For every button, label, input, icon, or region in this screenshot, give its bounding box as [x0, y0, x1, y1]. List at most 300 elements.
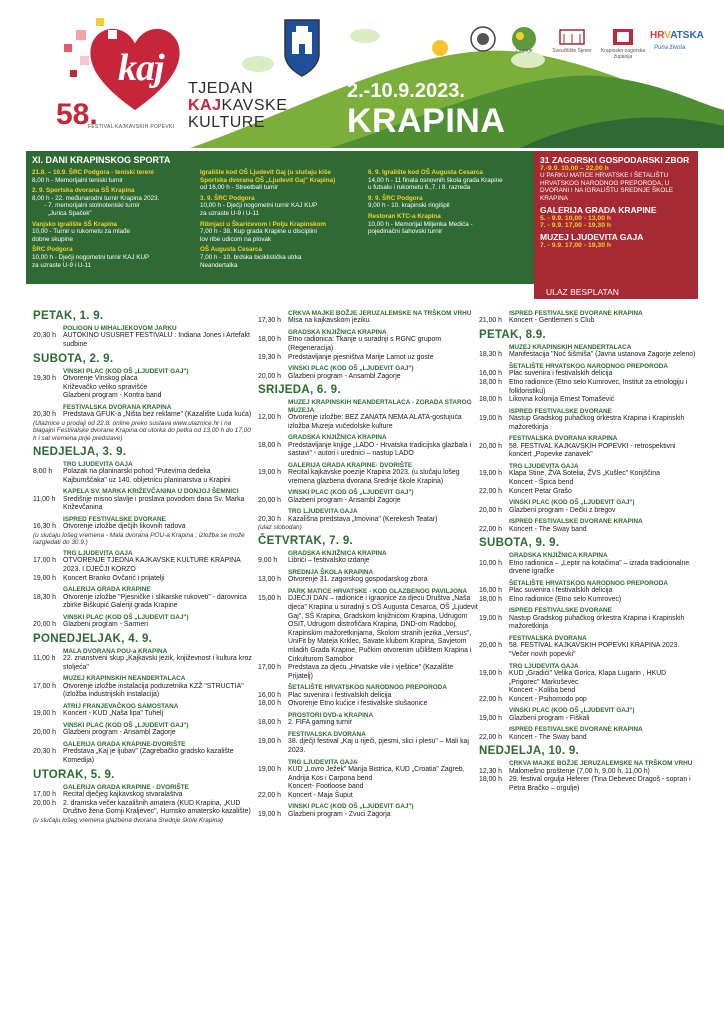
- venue-heading: GALERIJA GRADA KRAPINE- DVORIŠTE: [288, 461, 413, 469]
- event-row: [258, 557, 478, 566]
- pixel-square: [64, 44, 72, 52]
- event-time: 11,00 h: [33, 495, 56, 503]
- venue-heading: PARK MATICE HRVATSKE - KOD GLAZBENOG PAVILJONA: [288, 587, 468, 595]
- event-time: 22,00 h: [479, 487, 502, 495]
- event-time: 20,00 h: [258, 496, 281, 504]
- event-row: [33, 468, 253, 485]
- event-time: 10,00 h: [479, 559, 502, 567]
- event-row: [33, 683, 253, 700]
- event-time: 13,00 h: [258, 576, 281, 584]
- event-text: Otvorenje izložbe instalacija poduzetnika KZŽ "STRUCTIA" (izložba industrijskih instalacija): [63, 682, 244, 699]
- venue-heading: TRG LJUDEVITA GAJA: [288, 508, 358, 516]
- event-time: 19,00 h: [258, 765, 281, 773]
- programme-column-2: [258, 307, 478, 819]
- event-text: 2. dramska večer kazališnih amatera (KUD Krapina, „KUD Društvo žena Gornji Kraljevec", Humsko amatersko kazalište): [63, 799, 251, 816]
- event-row: [33, 791, 253, 800]
- sport-title: XI. DANI KRAPINSKOG SPORTA: [32, 155, 171, 165]
- venue-heading: VINSKI PLAC (KOD OŠ „LJUDEVIT GAJ"): [63, 721, 189, 729]
- event-time: 18,30 h: [33, 593, 56, 601]
- venue-heading: TRG LJUDEVITA GAJA: [63, 460, 133, 468]
- event-text: 38. dječji festival „Kaj u riječi, pjesmi, slici i plesu" – Mali kaj 2023.: [288, 738, 469, 754]
- poster-header: [0, 0, 724, 148]
- event-text: Otvorenje Vinskog placa Križevačko veliko spravišće Glazbeni program - Kontra band: [63, 375, 162, 400]
- event-row: [33, 748, 253, 765]
- sport-venue: 6. 9. Igralište kod OŠ Augusta Cesarca: [368, 169, 483, 176]
- university-logo-icon: [556, 26, 588, 48]
- hrvatska-v: V: [664, 30, 671, 41]
- event-text: Otvorenje 31. zagorskog gospodarskog zbora: [288, 576, 428, 584]
- venue-heading: ISPRED FESTIVALSKE DVORANE KRAPINA: [509, 726, 643, 734]
- tjedan-line-1: TJEDAN: [188, 80, 254, 97]
- event-row: [479, 670, 697, 696]
- event-text: Glazbeni program - Dečki z bregov: [509, 506, 616, 514]
- hrvatska-slogan: Puna života: [654, 45, 686, 51]
- event-text: Predstava za djecu „Hrvatske vile i vještice" (Kazalište Prijatelj): [288, 664, 454, 680]
- event-time: 20,00 h: [33, 729, 56, 737]
- venue-heading: GALERIJA GRADA KRAPINE-DVORIŠTE: [63, 740, 186, 748]
- venue-heading: CRKVA MAJKE BOŽJE JERUZALEMSKE NA TRŠKOM VRHU: [509, 760, 693, 768]
- free-entry-banner: ULAZ BESPLATAN: [534, 284, 698, 299]
- event-row: [258, 442, 478, 459]
- venue-heading: VINSKI PLAC (KOD OŠ „LJUDEVIT GAJ"): [288, 489, 414, 497]
- day-heading: NEDJELJA, 10. 9.: [479, 745, 580, 758]
- event-time: 18,00 h: [258, 336, 281, 344]
- venue-heading: MUZEJ KRAPINSKIH NEANDERTALACA - ZGRADA STAROG MUZEJA: [288, 399, 472, 414]
- sport-venue: OŠ Augusta Cesarca: [200, 246, 263, 254]
- event-row: [258, 664, 478, 681]
- sport-event: 8,00 h - Memorijalni teniski turnir: [32, 176, 123, 184]
- sport-event: 10,00 h - Dječji nogometni turnir KAJ KUP za uzraste U-9 i U-11: [32, 253, 150, 269]
- event-time: 17,00 h: [33, 682, 56, 690]
- venue-heading: GRADSKA KNJIŽNICA KRAPINA: [288, 434, 387, 442]
- event-row: [479, 560, 697, 577]
- event-time: 19,00 h: [479, 470, 502, 478]
- event-row: [258, 692, 478, 701]
- venue-heading: GRADSKA KNJIŽNICA KRAPINA: [288, 549, 387, 557]
- venue-heading: FESTIVALSKA DVORANA KRAPINA: [63, 403, 172, 411]
- venue-heading: ISPRED FESTIVALSKE DVORANE: [509, 607, 612, 615]
- event-row: [258, 516, 478, 525]
- event-row: [33, 729, 253, 738]
- event-text: Koncert - KUD „Naša lipa" Tuhelj: [63, 710, 164, 718]
- event-time: 22,00 h: [479, 733, 502, 741]
- venue-heading: ISPRED FESTIVALSKE DVORANE KRAPINA: [509, 310, 643, 317]
- event-text: Predstavljanje pjesništva Marije Lamot uz goste: [288, 353, 434, 361]
- venue-heading: GRADSKA KNJIŽNICA KRAPINA: [509, 552, 608, 560]
- zbor-dates: 7.-9.9. 10,00 – 22,00 h: [540, 165, 609, 172]
- event-time: 16,30 h: [33, 523, 56, 531]
- sport-days-box: [26, 151, 534, 284]
- event-row: [258, 469, 478, 486]
- event-row: [33, 575, 253, 584]
- event-row: [258, 336, 478, 353]
- sport-event: 9,00 h - 10. krapinski ringišpil: [368, 202, 450, 210]
- event-row: [258, 497, 478, 506]
- event-row: [258, 373, 478, 382]
- venue-heading: GALERIJA GRADA KRAPINE - DVORIŠTE: [63, 783, 189, 791]
- zagorje-logo-label: Zagorje: [515, 48, 533, 54]
- event-time: 19,00 h: [258, 810, 281, 818]
- venue-heading: PROSTORI DVD-a KRAPINA: [288, 711, 374, 719]
- event-time: 19,00 h: [479, 669, 502, 677]
- event-row: [479, 587, 697, 596]
- day-heading: PETAK, 1. 9.: [33, 310, 104, 322]
- sport-column-1: [32, 169, 194, 269]
- event-text: Koncert - The Sway band: [509, 525, 587, 533]
- event-row: [479, 351, 697, 360]
- day-heading: SUBOTA, 9. 9.: [479, 537, 560, 550]
- event-row: [33, 496, 253, 513]
- event-row: [33, 621, 253, 630]
- event-text: Plac suvenira i festivalskih delicija: [509, 370, 613, 378]
- event-text: Koncert - Psihomodo pop: [509, 695, 587, 703]
- sport-column-2: [200, 169, 372, 269]
- county-logo-label: Krapinsko-zagorska županija: [600, 48, 646, 60]
- event-time: 22,00 h: [258, 791, 281, 799]
- event-time: 18,00 h: [258, 719, 281, 727]
- event-row: [258, 595, 478, 664]
- muzej-title: MUZEJ LJUDEVITA GAJA: [540, 232, 644, 242]
- venue-heading: KAPELA SV. MARKA KRIŽEVČANINA U DONJOJ ŠEMNICI: [63, 488, 239, 496]
- sport-event: 10,00 h - Memorijal Miljenka Medića - pojedinačni šahovski turnir: [368, 220, 473, 236]
- event-row: [479, 615, 697, 632]
- event-text: Recital kajkavske poezije Krapina 2023. (u slučaju lošeg vremena glazbena dvorana Srednje škole Krapina): [288, 469, 460, 485]
- venue-heading: TRG LJUDEVITA GAJA: [288, 758, 358, 766]
- event-row: [258, 317, 478, 326]
- event-text: Misa na kajkavskom jeziku: [288, 317, 370, 325]
- day-heading: ČETVRTAK, 7. 9.: [258, 534, 354, 547]
- day-heading: PETAK, 8.9.: [479, 329, 546, 341]
- event-text: 58. FESTIVAL KAJKAVSKIH POPEVKI KRAPINA 2023. "Večer novih popevki": [509, 642, 680, 658]
- zbor-title: 31 ZAGORSKI GOSPODARSKI ZBOR: [540, 155, 690, 165]
- day-heading: NEDJELJA, 3. 9.: [33, 445, 127, 458]
- event-text: Koncert Branko Ovčarić i prijatelji: [63, 574, 165, 582]
- tjedan-kavske: KAVSKE: [221, 97, 288, 114]
- zbor-location: U PARKU MATICE HRVATSKE I ŠETALIŠTU HRVATSKOG NARODNOG PREPORODA, U DVORANI I NA IGRALIŠTU SREDNJE ŠKOLE KRAPINA: [540, 172, 674, 202]
- event-row: [479, 734, 697, 743]
- event-row: [33, 594, 253, 611]
- event-row: [33, 375, 253, 401]
- event-time: 20,30 h: [33, 411, 56, 419]
- event-text: KUD „Gradići" Velika Gorica, Klapa Lugarin , HKUD „Prigorec" Markuševec Koncert - Koliba bend: [509, 669, 667, 695]
- gospodarski-zbor-box: [534, 151, 698, 284]
- event-text: Koncert - The Sway band: [509, 733, 587, 741]
- event-time: 20,30 h: [258, 515, 281, 523]
- event-time: 17,00 h: [258, 664, 281, 672]
- galerija-hours-1: 5. - 9.9. 10,00 - 13,00 h: [540, 215, 612, 222]
- event-time: 20,00 h: [33, 799, 56, 807]
- sport-venue: ŠRC Podgora: [32, 246, 73, 254]
- sport-event: 14,00 h - 11 finala osnovnih škola grada Krapine u futsalu i rukometu 6.,7. i 8. razreda: [368, 176, 503, 192]
- event-row: [258, 738, 478, 755]
- event-row: [479, 415, 697, 432]
- event-row: [479, 370, 697, 379]
- festival-number: 58.: [56, 98, 98, 131]
- event-row: [258, 719, 478, 728]
- sport-event: 10,00 h - Dječji nogometni turnir KAJ KUP za uzraste U-9 i U-11: [200, 202, 318, 217]
- event-row: [479, 443, 697, 460]
- event-time: 20,30 h: [33, 748, 56, 756]
- venue-heading: FESTIVALSKA DVORANA: [509, 634, 587, 642]
- event-row: [479, 470, 697, 487]
- event-text: Glazbeni program - Ansambl Zagorje: [288, 372, 401, 380]
- event-time: 20,00 h: [33, 621, 56, 629]
- muzej-hours: 7. - 9.9. 17,00 - 19,30 h: [540, 242, 612, 249]
- event-text: Glazbeni program - Zvuci Zagorja: [288, 810, 391, 818]
- event-time: 21,00 h: [479, 317, 502, 325]
- venue-heading: POLIGON U MIHALJEKOVOM JARKU: [63, 325, 177, 332]
- event-row: [479, 396, 697, 405]
- sport-venue: Restoran KTC-a Krapina: [368, 212, 441, 220]
- event-time: 19,30 h: [258, 353, 281, 361]
- day-heading: SRIJEDA, 6. 9.: [258, 384, 341, 397]
- event-row: [33, 655, 253, 672]
- event-text: Etno radionica: Tkanje u suradnji s RGNC grupom (Regeneracija): [288, 336, 442, 352]
- event-time: 16,00 h: [479, 370, 502, 378]
- event-text: Koncert - Gentlemen´s Club: [509, 317, 595, 325]
- event-text: Središnje misno slavlje i proslava povodom dana Sv. Marka Križevčanina: [63, 495, 245, 512]
- sport-event: od 16,00 h - Streetball turnir: [200, 184, 279, 192]
- venue-heading: VINSKI PLAC (KOD OŠ „LJUDEVIT GAJ"): [63, 613, 189, 621]
- event-text: Malomešno proštenje (7,00 h, 9,00 h, 11,00 h): [509, 767, 650, 775]
- event-time: 18,00 h: [258, 441, 281, 449]
- tjedan-line-3: KULTURE: [188, 114, 265, 131]
- event-text: 2. FIFA gaming turnir: [288, 719, 352, 727]
- event-row: [479, 317, 697, 326]
- event-text: Klapa Stine, ŽVA Sotelia, ŽVS „Kušlec" Konjščina Koncert - Špica bend: [509, 470, 660, 486]
- event-time: 17,00 h: [33, 557, 56, 565]
- event-time: 15,00 h: [258, 595, 281, 603]
- event-text: Glazbeni program - Šarmeri: [63, 621, 149, 629]
- event-text: OTVORENJE TJEDNA KAJKAVSKE KULTURE KRAPINA 2023. I DJEČJI KORZO: [63, 557, 241, 573]
- event-row: [33, 557, 253, 574]
- event-row: [258, 576, 478, 585]
- event-row: [479, 768, 697, 777]
- sport-event: 8,00 h - 22. međunarodni turnir Krapina 2023. - 7. memorijalni stolnoteniski turnir „Jurica Spaček": [32, 194, 160, 217]
- event-text: Glazbeni program - Fiškali: [509, 714, 590, 722]
- venue-heading: ŠETALIŠTE HRVATSKOG NARODNOG PREPORODA: [509, 363, 668, 370]
- event-row: [33, 800, 253, 817]
- event-time: 18,00 h: [479, 379, 502, 386]
- event-text: Otvorenje izložbe: BEZ ZANATA NEMA ALATA-gostujuća izložba Muzeja vučedolske kulture: [288, 414, 462, 430]
- event-text: Plac suvenira i festivalskih delicija: [509, 587, 613, 595]
- event-row: [33, 710, 253, 719]
- programme-column-1: [33, 307, 253, 824]
- venue-heading: TRG LJUDEVITA GAJA: [509, 662, 579, 670]
- pixel-square: [108, 30, 117, 39]
- sport-venue: Vanjsko igralište SŠ Krapina: [32, 220, 118, 228]
- event-text: Koncert Petar Grašo: [509, 487, 572, 495]
- tjedan-line-2: [188, 97, 287, 114]
- event-text: Nastup Gradskog puhačkog orkestra Krapina i Krapinskih mažoretkinja: [509, 415, 685, 431]
- event-row: [258, 700, 478, 709]
- event-time: 19,00 h: [258, 469, 281, 477]
- event-time: 20,00 h: [479, 642, 502, 650]
- pixel-square: [70, 70, 77, 77]
- event-time: 16,00 h: [479, 587, 502, 595]
- event-row: [258, 354, 478, 363]
- festival-small-label: FESTIVAL KAJKAVSKIH POPEVKI: [88, 124, 175, 130]
- hrvatska-h: HR: [650, 30, 665, 41]
- event-row: [258, 766, 478, 792]
- hrvatska-rest: ATSKA: [670, 30, 704, 41]
- event-text: Polazak na planinarski pohod "Putevima dedeka Kajbumščaka" uz 140. obljetnicu planinarstva u Krapini: [63, 467, 231, 484]
- event-note: (ulaz slobodan): [258, 524, 302, 532]
- venue-heading: ISPRED FESTIVALSKE DVORANE: [509, 407, 612, 415]
- event-time: 18,00 h: [479, 776, 502, 784]
- event-row: [479, 526, 697, 535]
- county-logo-icon: [608, 26, 638, 48]
- event-text: Etno radionice (Etno selo Kumrovec, Institut za etnologiju i folkloristiku): [509, 379, 688, 395]
- event-time: 18,30 h: [479, 351, 502, 359]
- venue-heading: VINSKI PLAC (KOD OŠ „LJUDEVIT GAJ"): [288, 803, 414, 811]
- event-time: 9,00 h: [258, 557, 278, 565]
- event-note: (Ulaznice u prodaji od 22.8. online preko sustava www.ulaznice.hr i na blagajni Festivalske dvorane Krapina od utorka do petka od 13,00 h do 17,00 h i sat vremena prije predstave): [33, 419, 251, 442]
- venue-heading: MUZEJ KRAPINSKIH NEANDERTALACA: [63, 675, 186, 683]
- event-time: 19,00 h: [479, 714, 502, 722]
- sport-venue: 2. 9. Sportska dvorana SŠ Krapina: [32, 187, 135, 195]
- event-text: Etno radionica – „Leptir na kotačima" – izrada tradicionalne drvene igračke: [509, 559, 690, 576]
- event-text: Likovna kolonija Ernest Tomašević: [509, 396, 615, 404]
- event-row: [33, 411, 253, 420]
- event-time: 12,30 h: [479, 767, 502, 775]
- dates-text: 2.-10.9.2023.: [347, 80, 465, 102]
- event-time: 19,00 h: [479, 415, 502, 423]
- venue-heading: GRADSKA KNJIŽNICA KRAPINA: [288, 329, 387, 336]
- event-text: Predstavljanje knjige „LADO - Hrvatska tradicijska glazbala i sastavi" - autori i urednici – nastup LADO: [288, 441, 472, 458]
- event-time: 18,00 h: [479, 595, 502, 603]
- event-row: [479, 596, 697, 605]
- tjedan-title: [188, 80, 287, 131]
- venue-heading: VINSKI PLAC (KOD OŠ „LJUDEVIT GAJ"): [509, 707, 635, 715]
- event-text: Manifestacija "Noć šišmiša" (Javna ustanova Zagorje zeleno): [509, 351, 696, 359]
- event-text: Predstava „Kaj je ljubav" (Zagrebačko gradsko kazalište Komedija): [63, 748, 234, 764]
- venue-heading: ATRIJ FRANJEVAČKOG SAMOSTANA: [63, 702, 179, 710]
- day-heading: UTORAK, 5. 9.: [33, 768, 115, 781]
- event-time: 19,00 h: [479, 614, 502, 622]
- event-row: [479, 507, 697, 516]
- university-logo-label: Sveučilište Sjever: [552, 48, 592, 54]
- venue-heading: MUZEJ KRAPINSKIH NEANDERTALACA: [509, 344, 632, 351]
- event-text: Etno radionice (Etno selo Kumrovec): [509, 595, 622, 603]
- event-row: [33, 523, 253, 532]
- event-row: [479, 642, 697, 659]
- event-time: 17,30 h: [258, 317, 281, 325]
- event-text: Koncert - Maja Šuput: [288, 791, 353, 799]
- event-text: 29. festival orgulja Heferer (Tina Debevec Dragoš - sopran i Petra Bračko – orgulje): [509, 776, 691, 792]
- sport-venue: 21.8. – 10.9. ŠRC Podgora - teniski tereni: [32, 169, 154, 176]
- sport-venue: 3. 9. ŠRC Podgora: [200, 194, 255, 202]
- event-time: 18,00 h: [258, 700, 281, 708]
- event-row: [479, 379, 697, 396]
- day-heading: PONEDJELJAK, 4. 9.: [33, 632, 153, 645]
- event-note: (u slučaju lošeg vremena - Mala dvorana POU-a Krapina ; izložba se može razgledati do 30.9.): [33, 531, 245, 547]
- sport-venue: Ribnjaci u Škarićevom i Polju Krapinskom: [200, 220, 326, 228]
- sport-venue: 9. 9. ŠRC Podgora: [368, 194, 423, 202]
- event-time: 18,00 h: [479, 396, 502, 404]
- event-row: [258, 414, 478, 431]
- event-text: Otvorenje izložbe "Pjesničke i slikarske rukoveti" - darovnica zbirke Biškupić Galeriji grada Krapine: [63, 593, 247, 610]
- event-note: (u slučaju lošeg vremena glazbena dvorana Srednje škole Krapina): [33, 816, 224, 824]
- event-time: 20,30 h: [33, 332, 56, 340]
- event-time: 20,00 h: [479, 442, 502, 450]
- event-row: [479, 776, 697, 793]
- venue-heading: ŠETALIŠTE HRVATSKOG NARODNOG PREPORODA: [509, 579, 668, 587]
- venue-heading: CRKVA MAJKE BOŽJE JERUZALEMSKE NA TRŠKOM VRHU: [288, 310, 472, 317]
- venue-heading: GALERIJA GRADA KRAPINE: [63, 586, 151, 594]
- venue-heading: ISPRED FESTIVALSKE DVORANE: [63, 515, 166, 523]
- event-row: [258, 811, 478, 820]
- hrvatska-logo-text: [650, 30, 704, 41]
- venue-heading: TRG LJUDEVITA GAJA: [509, 462, 579, 470]
- event-time: 8,00 h: [33, 467, 53, 475]
- event-time: 16,00 h: [258, 691, 281, 699]
- pixel-square: [76, 30, 86, 40]
- city-title: KRAPINA: [347, 102, 506, 140]
- event-text: Otvorenje izložbe dječjih likovnih radova: [63, 523, 186, 531]
- event-text: AUTOKINO USUSRET FESTIVALU : Indiana Jones i Artefakt sudbine: [63, 332, 250, 348]
- kaj-logo-text: kaj: [118, 47, 164, 89]
- event-time: 20,00 h: [258, 372, 281, 380]
- event-time: 22,00 h: [479, 525, 502, 533]
- event-time: 19,00 h: [33, 710, 56, 718]
- event-time: 20,00 h: [479, 506, 502, 514]
- event-time: 12,00 h: [258, 414, 281, 421]
- galerija-title: GALERIJA GRADA KRAPINE: [540, 205, 657, 215]
- event-text: Plac suvenira i festivalskih delicija: [288, 691, 392, 699]
- tjedan-kaj: KAJ: [188, 97, 222, 114]
- venue-heading: FESTIVALSKA DVORANA KRAPINA: [509, 435, 618, 443]
- venue-heading: ISPRED FESTIVALSKE DVORANE KRAPINA: [509, 518, 643, 526]
- event-text: Glazbeni program - Ansambl Zagorje: [288, 496, 401, 504]
- venue-heading: VINSKI PLAC (KOD OŠ „LJUDEVIT GAJ"): [509, 499, 635, 507]
- event-text: Otvorenje Etno kućice i festivalske slušaonice: [288, 700, 428, 708]
- event-text: 58. FESTIVAL KAJKAVSKIH POPEVKI - retrospektivni koncert „Popevke zanavek": [509, 442, 676, 459]
- venue-heading: MALA DVORANA POU-a KRAPINA: [63, 647, 168, 655]
- krapina-crest-icon: [283, 18, 321, 78]
- sport-event: 7,00 h - 38. Kup grada Krapine u disciplini lov ribe udicom na plovak: [200, 228, 317, 243]
- event-time: 11,00 h: [33, 655, 56, 663]
- venue-heading: VINSKI PLAC (KOD OŠ „LJUDEVIT GAJ"): [288, 365, 414, 373]
- event-time: 19,00 h: [258, 738, 281, 746]
- event-row: [479, 715, 697, 724]
- venue-heading: ŠETALIŠTE HRVATSKOG NARODNOG PREPORODA: [288, 684, 447, 692]
- event-text: 22. znanstveni skup „Kajkavski jezik, književnost i kultura kroz stoljeća": [63, 655, 252, 671]
- event-text: Recital dječjeg kajkavskog stvaralaštva: [63, 790, 183, 798]
- event-text: KUD „Lovro Ježek" Marija Bistrica, KUD „Croatia" Zagreb, Andrija Kos i Carpona bend Koncert- Footloose band: [288, 765, 465, 791]
- event-text: Kazališna predstava „Imovina" (Kerekesh Teatar): [288, 515, 438, 523]
- event-text: Nastup Gradskog puhačkog orkestra Krapina i Krapinskih mažoretkinja: [509, 614, 685, 631]
- day-heading: SUBOTA, 2. 9.: [33, 352, 114, 365]
- pixel-square: [80, 56, 89, 65]
- event-text: Glazbeni program - Ansambl Zagorje: [63, 729, 176, 737]
- venue-heading: SREDNJA ŠKOLA KRAPINA: [288, 568, 374, 576]
- event-text: Predstava GFUK-a „Ništa bez reklame" (Kazalište Luda kuća): [63, 411, 252, 419]
- venue-heading: TRG LJUDEVITA GAJA: [63, 549, 133, 557]
- event-time: 19,00 h: [33, 574, 56, 582]
- venue-heading: FESTIVALSKA DVORANA: [288, 730, 366, 738]
- pixel-square: [96, 18, 104, 26]
- event-time: 19,30 h: [33, 375, 56, 382]
- organizer-seal-icon: [470, 26, 496, 52]
- venue-heading: VINSKI PLAC (KOD OŠ „LJUDEVIT GAJ"): [63, 367, 189, 375]
- event-row: [479, 696, 697, 705]
- sport-column-3: [368, 169, 534, 236]
- programme-column-3: [479, 307, 697, 794]
- event-text: Librići – festivalsko izdanje: [288, 557, 370, 565]
- event-time: 17,00 h: [33, 790, 56, 798]
- event-row: [479, 488, 697, 497]
